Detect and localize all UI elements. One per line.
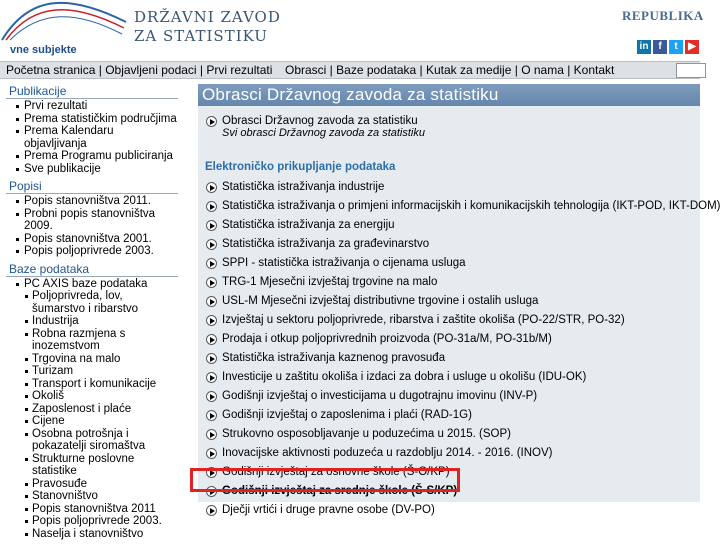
republika-text: REPUBLIKA	[622, 8, 704, 23]
form-link-label: SPPI - statistička istraživanja o cijenama usluga	[222, 257, 466, 269]
form-link-label: Investicije u zaštitu okoliša i izdaci za dobra i usluge u okolišu (IDU-OK)	[222, 371, 587, 383]
section-title: Elektroničko prikupljanje podataka	[205, 161, 396, 173]
form-link-label: Izvještaj u sektoru poljoprivrede, ribarstva i zaštite okoliša (PO-22/STR, PO-32)	[222, 314, 625, 326]
form-link-label: Statistička istraživanja za građevinarstvo	[222, 238, 430, 250]
arrow-right-icon	[206, 372, 217, 383]
sidebar-baze-item[interactable]: Industrija	[6, 315, 178, 328]
page-title: Obrasci Državnog zavoda za statistiku	[198, 84, 700, 106]
nav-pocetna[interactable]: Početna stranica	[6, 63, 96, 77]
sidebar-item-pc-axis[interactable]: PC AXIS baze podataka	[6, 278, 178, 291]
arrow-right-icon	[206, 391, 217, 402]
arrow-right-icon	[206, 296, 217, 307]
sidebar-baze-item[interactable]: Osobna potrošnja i pokazatelji siromaštva	[6, 428, 178, 453]
form-link[interactable]	[198, 368, 700, 387]
form-link[interactable]	[198, 387, 700, 406]
main-content	[198, 84, 721, 516]
arrow-right-icon	[206, 448, 217, 459]
logo-swoosh-icon[interactable]	[0, 0, 130, 44]
sidebar-popisi-item[interactable]: Popis stanovništva 2001.	[6, 233, 178, 246]
arrow-right-icon	[206, 486, 217, 497]
form-link[interactable]	[198, 216, 700, 235]
form-link-label: Godišnji izvještaj o zaposlenima i plaći (RAD-1G)	[222, 409, 472, 421]
sidebar-baze	[6, 262, 178, 541]
sidebar-baze-item[interactable]: Stanovništvo	[6, 490, 178, 503]
form-link[interactable]	[198, 178, 700, 197]
arrow-right-icon	[206, 429, 217, 440]
search-input[interactable]	[676, 63, 706, 78]
sidebar-baze-item[interactable]: Zaposlenost i plaće	[6, 403, 178, 416]
arrow-right-icon	[206, 182, 217, 193]
sidebar-list-popisi	[6, 195, 178, 258]
form-link-label: Godišnji izvještaj za srednje škole (Š-S/KP)	[222, 485, 458, 497]
sidebar-heading-popisi: Popisi	[6, 179, 178, 194]
sidebar-baze-item[interactable]: Robna razmjena s inozemstvom	[6, 328, 178, 353]
arrow-right-icon	[206, 201, 217, 212]
form-link[interactable]	[198, 444, 700, 463]
obrasci-block	[198, 112, 700, 141]
sidebar-popisi-item[interactable]: Popis stanovništva 2011.	[6, 195, 178, 208]
form-link-label: Statistička istraživanja o primjeni informacijskih i komunikacijskih tehnologija (IKT-POD, IKT-DOM)	[222, 200, 721, 212]
arrow-right-icon	[206, 258, 217, 269]
sidebar-publikacije	[6, 84, 178, 175]
nav-o-nama[interactable]: O nama	[521, 63, 564, 77]
form-list	[198, 178, 721, 520]
arrow-right-icon	[206, 467, 217, 478]
nav-objavljeni-podaci[interactable]: Objavljeni podaci	[105, 63, 197, 77]
form-link-label: Statistička istraživanja industrije	[222, 181, 385, 193]
linkedin-icon[interactable]: in	[637, 40, 651, 54]
arrow-right-icon	[206, 220, 217, 231]
form-link-label: Inovacijske aktivnosti poduzeća u razdoblju 2014. - 2016. (INOV)	[222, 447, 553, 459]
form-link[interactable]	[198, 330, 700, 349]
arrow-right-icon	[206, 410, 217, 421]
nav-baze-podataka[interactable]: Baze podataka	[336, 63, 417, 77]
logo-title[interactable]	[134, 8, 281, 46]
form-link[interactable]	[198, 501, 700, 520]
nav-kutak-za-medije[interactable]: Kutak za medije	[426, 63, 512, 77]
sidebar-publikacije-item[interactable]: Prema Programu publiciranja	[6, 150, 178, 163]
form-link-label: USL-M Mjesečni izvještaj distributivne trgovine i ostalih usluga	[222, 295, 539, 307]
sidebar-baze-item[interactable]: Popis poljoprivrede 2003.	[6, 515, 178, 528]
sidebar-baze-item[interactable]: Cijene	[6, 415, 178, 428]
nav-prvi-rezultati[interactable]: Prvi rezultati	[206, 63, 273, 77]
facebook-icon[interactable]: f	[653, 40, 667, 54]
form-link[interactable]	[198, 235, 700, 254]
sidebar-list-baze-sub	[6, 290, 178, 540]
sidebar-baze-item[interactable]: Turizam	[6, 365, 178, 378]
sidebar-baze-item[interactable]: Naselja i stanovništvo	[6, 528, 178, 541]
sidebar-publikacije-item[interactable]: Prema statističkim područjima	[6, 113, 178, 126]
sidebar-popisi-item[interactable]: Popis poljoprivrede 2003.	[6, 245, 178, 258]
form-link[interactable]	[198, 406, 700, 425]
sidebar-popisi-item[interactable]: Probni popis stanovništva 2009.	[6, 208, 178, 233]
nav-obrasci[interactable]: Obrasci	[285, 63, 327, 77]
form-link[interactable]	[198, 197, 721, 216]
sidebar-baze-item[interactable]: Poljoprivreda, lov, šumarstvo i ribarstvo	[6, 290, 178, 315]
social-links	[637, 40, 699, 54]
form-link[interactable]	[198, 425, 700, 444]
twitter-icon[interactable]: t	[669, 40, 683, 54]
sidebar-list-publikacije	[6, 100, 178, 175]
form-link[interactable]	[198, 254, 700, 273]
arrow-right-icon	[206, 277, 217, 288]
arrow-right-icon	[206, 353, 217, 364]
form-link[interactable]	[198, 349, 700, 368]
form-link-label: Statistička istraživanja kaznenog pravosuđa	[222, 352, 446, 364]
sidebar-list-baze	[6, 278, 178, 291]
logo-title-line2: ZA STATISTIKU	[134, 27, 268, 45]
sidebar-popisi	[6, 179, 178, 258]
sidebar-baze-item[interactable]: Pravosuđe	[6, 478, 178, 491]
obrasci-link-label: Obrasci Državnog zavoda za statistiku	[222, 115, 418, 127]
logo-title-line1: DRŽAVNI ZAVOD	[134, 8, 281, 26]
nav-kontakt[interactable]: Kontakt	[573, 63, 615, 77]
form-link[interactable]	[198, 273, 700, 292]
form-link-label: Prodaja i otkup poljoprivrednih proizvoda (PO-31a/M, PO-31b/M)	[222, 333, 552, 345]
youtube-icon[interactable]: ▶	[685, 40, 699, 54]
sidebar-baze-item[interactable]: Okoliš	[6, 390, 178, 403]
form-link-label: Godišnji izvještaj za osnovne škole (Š-O/KP)	[222, 466, 450, 478]
form-link-highlighted[interactable]	[198, 482, 700, 501]
top-nav	[0, 61, 700, 79]
form-link-label: Dječji vrtići i druge pravne osobe (DV-PO)	[222, 504, 435, 516]
sidebar-baze-item[interactable]: Transport i komunikacije	[6, 378, 178, 391]
sidebar-heading-publikacije: Publikacije	[6, 84, 178, 99]
obrasci-subtitle: Svi obrasci Državnog zavoda za statistiku	[222, 127, 425, 139]
sidebar-publikacije-item[interactable]: Prema Kalendaru objavljivanja	[6, 125, 178, 150]
form-link-label: Statistička istraživanja za energiju	[222, 219, 395, 231]
arrow-right-icon	[206, 239, 217, 250]
form-link-label: TRG-1 Mjesečni izvještaj trgovine na malo	[222, 276, 438, 288]
arrow-right-icon	[206, 315, 217, 326]
sidebar-heading-baze: Baze podataka	[6, 262, 178, 277]
form-link[interactable]	[198, 292, 700, 311]
form-link[interactable]	[198, 311, 700, 330]
site-header	[0, 0, 704, 60]
arrow-right-icon	[206, 116, 217, 127]
form-link-label: Strukovno osposobljavanje u poduzećima u 2015. (SOP)	[222, 428, 511, 440]
form-link-label: Godišnji izvještaj o investicijama u dugotrajnu imovinu (INV-P)	[222, 390, 538, 402]
sidebar-baze-item[interactable]: Trgovina na malo	[6, 353, 178, 366]
sidebar-baze-item[interactable]: Popis stanovništva 2011	[6, 503, 178, 516]
obrasci-link[interactable]	[198, 112, 700, 131]
arrow-right-icon	[206, 505, 217, 516]
sidebar-publikacije-item[interactable]: Sve publikacije	[6, 163, 178, 176]
nav-left: Početna stranica | Objavljeni podaci | Prvi rezultati	[6, 63, 273, 77]
sidebar-publikacije-item[interactable]: Prvi rezultati	[6, 100, 178, 113]
nav-right: Obrasci | Baze podataka | Kutak za medije | O nama | Kontakt	[285, 63, 615, 77]
form-link[interactable]	[198, 463, 700, 482]
sidebar	[6, 84, 178, 544]
sidebar-baze-item[interactable]: Strukturne poslovne statistike	[6, 453, 178, 478]
arrow-right-icon	[206, 334, 217, 345]
header-subtitle: vne subjekte	[10, 44, 77, 56]
